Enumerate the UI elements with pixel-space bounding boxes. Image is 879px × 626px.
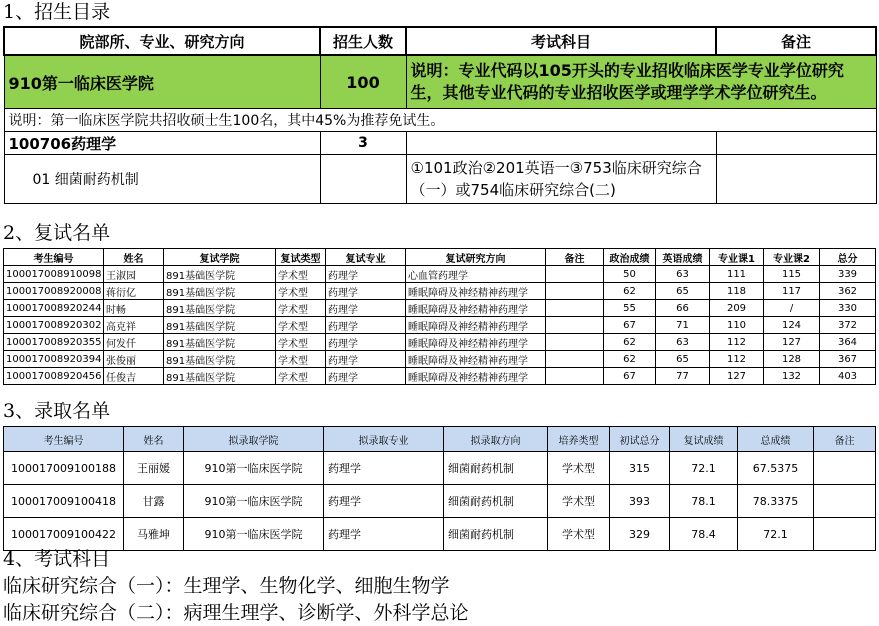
admit-header-cell: 初试总分 (610, 427, 670, 452)
retest-header-cell: 复试专业 (326, 249, 406, 266)
retest-cell: 药理学 (326, 317, 406, 334)
admit-cell: 100017009100418 (4, 485, 124, 518)
retest-cell: 63 (656, 334, 710, 351)
retest-cell: 124 (764, 317, 820, 334)
retest-cell: 110 (710, 317, 764, 334)
retest-cell: 364 (820, 334, 876, 351)
college-count: 100 (320, 55, 406, 109)
retest-row (4, 300, 876, 317)
retest-header-row (4, 249, 876, 266)
catalog-direction-row (4, 155, 876, 204)
retest-cell: 睡眠障碍及神经精神药理学 (406, 368, 546, 385)
admit-cell: 78.4 (670, 518, 738, 551)
retest-cell: 372 (820, 317, 876, 334)
retest-cell: 睡眠障碍及神经精神药理学 (406, 317, 546, 334)
admit-cell: 王丽媛 (124, 452, 184, 485)
retest-cell: / (764, 300, 820, 317)
admit-cell: 78.1 (670, 485, 738, 518)
retest-cell: 高克祥 (104, 317, 164, 334)
retest-cell: 891基础医学院 (164, 283, 276, 300)
catalog-table (3, 26, 877, 204)
retest-cell: 学术型 (276, 334, 326, 351)
retest-cell: 339 (820, 266, 876, 283)
retest-cell: 63 (656, 266, 710, 283)
retest-header-cell: 复试类型 (276, 249, 326, 266)
retest-cell: 362 (820, 283, 876, 300)
admit-cell: 72.1 (670, 452, 738, 485)
retest-cell: 100017008920355 (4, 334, 104, 351)
retest-cell: 891基础医学院 (164, 266, 276, 283)
retest-cell: 睡眠障碍及神经精神药理学 (406, 283, 546, 300)
retest-cell (546, 283, 604, 300)
retest-cell: 蒋衍亿 (104, 283, 164, 300)
retest-cell: 心血管药理学 (406, 266, 546, 283)
retest-cell (546, 351, 604, 368)
retest-row (4, 368, 876, 385)
retest-cell: 睡眠障碍及神经精神药理学 (406, 334, 546, 351)
admit-cell: 甘露 (124, 485, 184, 518)
catalog-header-college: 院部所、专业、研究方向 (4, 27, 320, 55)
retest-cell (546, 334, 604, 351)
retest-cell: 100017008920008 (4, 283, 104, 300)
admit-cell: 72.1 (738, 518, 814, 551)
retest-row (4, 266, 876, 283)
admit-header-cell: 复试成绩 (670, 427, 738, 452)
retest-cell: 77 (656, 368, 710, 385)
admit-cell: 315 (610, 452, 670, 485)
retest-cell: 112 (710, 351, 764, 368)
catalog-remark-row (4, 109, 876, 132)
retest-cell: 100017008920394 (4, 351, 104, 368)
admit-cell: 药理学 (324, 452, 444, 485)
retest-header-cell: 英语成绩 (656, 249, 710, 266)
retest-header-cell: 备注 (546, 249, 604, 266)
retest-cell: 66 (656, 300, 710, 317)
admit-table (3, 426, 876, 551)
retest-row (4, 283, 876, 300)
retest-cell: 62 (604, 283, 656, 300)
catalog-header-count: 招生人数 (320, 27, 406, 55)
retest-cell: 药理学 (326, 334, 406, 351)
retest-cell: 62 (604, 351, 656, 368)
admit-row (4, 452, 876, 485)
admit-cell: 393 (610, 485, 670, 518)
direction-exam: ①101政治②201英语一③753临床研究综合（一）或754临床研究综合(二) (406, 155, 716, 204)
admit-header-cell: 考生编号 (4, 427, 124, 452)
college-note: 说明：专业代码以105开头的专业招收临床医学专业学位研究生，其他专业代码的专业招收医学或理学学术学位研究生。 (406, 55, 876, 109)
admit-cell (814, 518, 876, 551)
retest-cell: 127 (710, 368, 764, 385)
admit-header-cell: 拟录取专业 (324, 427, 444, 452)
admit-cell: 学术型 (548, 485, 610, 518)
admit-cell: 细菌耐药机制 (444, 485, 548, 518)
retest-cell: 891基础医学院 (164, 317, 276, 334)
retest-cell: 367 (820, 351, 876, 368)
retest-header-cell: 总分 (820, 249, 876, 266)
admit-cell: 学术型 (548, 452, 610, 485)
section-heading-subjects: 4、考试科目 (3, 548, 111, 570)
retest-cell: 127 (764, 334, 820, 351)
admit-cell: 910第一临床医学院 (184, 485, 324, 518)
retest-cell: 任俊吉 (104, 368, 164, 385)
section-heading-catalog: 1、招生目录 (3, 1, 111, 23)
retest-cell: 学术型 (276, 368, 326, 385)
catalog-header-exam: 考试科目 (406, 27, 716, 55)
retest-cell: 何发仟 (104, 334, 164, 351)
direction-name: 01 细菌耐药机制 (4, 155, 320, 204)
admit-cell: 药理学 (324, 485, 444, 518)
subject-line-2: 临床研究综合（二）：病理生理学、诊断学、外科学总论 (3, 602, 469, 624)
retest-cell: 药理学 (326, 300, 406, 317)
retest-cell: 65 (656, 351, 710, 368)
retest-cell: 891基础医学院 (164, 300, 276, 317)
retest-cell: 65 (656, 283, 710, 300)
retest-header-cell: 专业课2 (764, 249, 820, 266)
catalog-major-row (4, 132, 876, 155)
retest-cell: 118 (710, 283, 764, 300)
admit-header-cell: 拟录取学院 (184, 427, 324, 452)
retest-cell: 睡眠障碍及神经精神药理学 (406, 300, 546, 317)
retest-cell: 55 (604, 300, 656, 317)
major-count: 3 (320, 132, 406, 155)
admit-cell (814, 485, 876, 518)
retest-cell: 128 (764, 351, 820, 368)
admit-row (4, 485, 876, 518)
retest-row (4, 334, 876, 351)
retest-row (4, 317, 876, 334)
retest-row (4, 351, 876, 368)
admit-cell: 910第一临床医学院 (184, 452, 324, 485)
admit-cell: 100017009100422 (4, 518, 124, 551)
retest-cell: 学术型 (276, 317, 326, 334)
retest-cell: 62 (604, 334, 656, 351)
college-name: 910第一临床医学院 (4, 55, 320, 109)
retest-cell: 403 (820, 368, 876, 385)
admit-header-cell: 拟录取方向 (444, 427, 548, 452)
retest-cell: 100017008910098 (4, 266, 104, 283)
retest-cell: 100017008920456 (4, 368, 104, 385)
retest-table (3, 248, 876, 385)
retest-cell (546, 317, 604, 334)
admit-header-cell: 总成绩 (738, 427, 814, 452)
retest-cell: 100017008920244 (4, 300, 104, 317)
retest-cell: 药理学 (326, 283, 406, 300)
admit-header-cell: 备注 (814, 427, 876, 452)
retest-cell: 学术型 (276, 300, 326, 317)
retest-cell: 891基础医学院 (164, 334, 276, 351)
retest-cell: 209 (710, 300, 764, 317)
retest-cell: 891基础医学院 (164, 368, 276, 385)
retest-cell: 50 (604, 266, 656, 283)
retest-cell: 891基础医学院 (164, 351, 276, 368)
admit-cell: 78.3375 (738, 485, 814, 518)
admit-cell: 细菌耐药机制 (444, 452, 548, 485)
retest-cell: 115 (764, 266, 820, 283)
admit-cell: 67.5375 (738, 452, 814, 485)
retest-cell: 王淑园 (104, 266, 164, 283)
retest-cell: 学术型 (276, 351, 326, 368)
retest-cell: 时畅 (104, 300, 164, 317)
admit-cell: 学术型 (548, 518, 610, 551)
retest-cell: 学术型 (276, 266, 326, 283)
retest-cell: 张俊丽 (104, 351, 164, 368)
section-heading-admit: 3、录取名单 (3, 400, 111, 422)
retest-cell: 71 (656, 317, 710, 334)
admit-cell: 329 (610, 518, 670, 551)
retest-header-cell: 复试研究方向 (406, 249, 546, 266)
retest-cell: 100017008920302 (4, 317, 104, 334)
admit-cell: 100017009100188 (4, 452, 124, 485)
retest-cell: 132 (764, 368, 820, 385)
admit-cell: 马雅坤 (124, 518, 184, 551)
retest-cell (546, 368, 604, 385)
retest-header-cell: 姓名 (104, 249, 164, 266)
retest-cell: 330 (820, 300, 876, 317)
catalog-header-note: 备注 (716, 27, 876, 55)
catalog-remark: 说明：第一临床医学院共招收硕士生100名，其中45%为推荐免试生。 (4, 109, 876, 132)
retest-cell: 67 (604, 317, 656, 334)
retest-cell (546, 300, 604, 317)
retest-header-cell: 专业课1 (710, 249, 764, 266)
retest-cell: 117 (764, 283, 820, 300)
retest-header-cell: 复试学院 (164, 249, 276, 266)
retest-cell: 药理学 (326, 266, 406, 283)
admit-cell (814, 452, 876, 485)
subject-line-1: 临床研究综合（一）：生理学、生物化学、细胞生物学 (3, 575, 450, 597)
admit-row (4, 518, 876, 551)
admit-cell: 细菌耐药机制 (444, 518, 548, 551)
retest-header-cell: 政治成绩 (604, 249, 656, 266)
catalog-college-row (4, 55, 876, 109)
admit-cell: 药理学 (324, 518, 444, 551)
retest-cell: 学术型 (276, 283, 326, 300)
retest-cell: 67 (604, 368, 656, 385)
retest-cell: 药理学 (326, 368, 406, 385)
retest-cell: 111 (710, 266, 764, 283)
retest-cell: 112 (710, 334, 764, 351)
admit-header-row (4, 427, 876, 452)
admit-header-cell: 培养类型 (548, 427, 610, 452)
retest-cell (546, 266, 604, 283)
catalog-header-row (4, 27, 876, 55)
section-heading-retest: 2、复试名单 (3, 222, 111, 244)
admit-cell: 910第一临床医学院 (184, 518, 324, 551)
admit-header-cell: 姓名 (124, 427, 184, 452)
retest-cell: 药理学 (326, 351, 406, 368)
retest-header-cell: 考生编号 (4, 249, 104, 266)
retest-cell: 睡眠障碍及神经精神药理学 (406, 351, 546, 368)
major-name: 100706药理学 (4, 132, 320, 155)
